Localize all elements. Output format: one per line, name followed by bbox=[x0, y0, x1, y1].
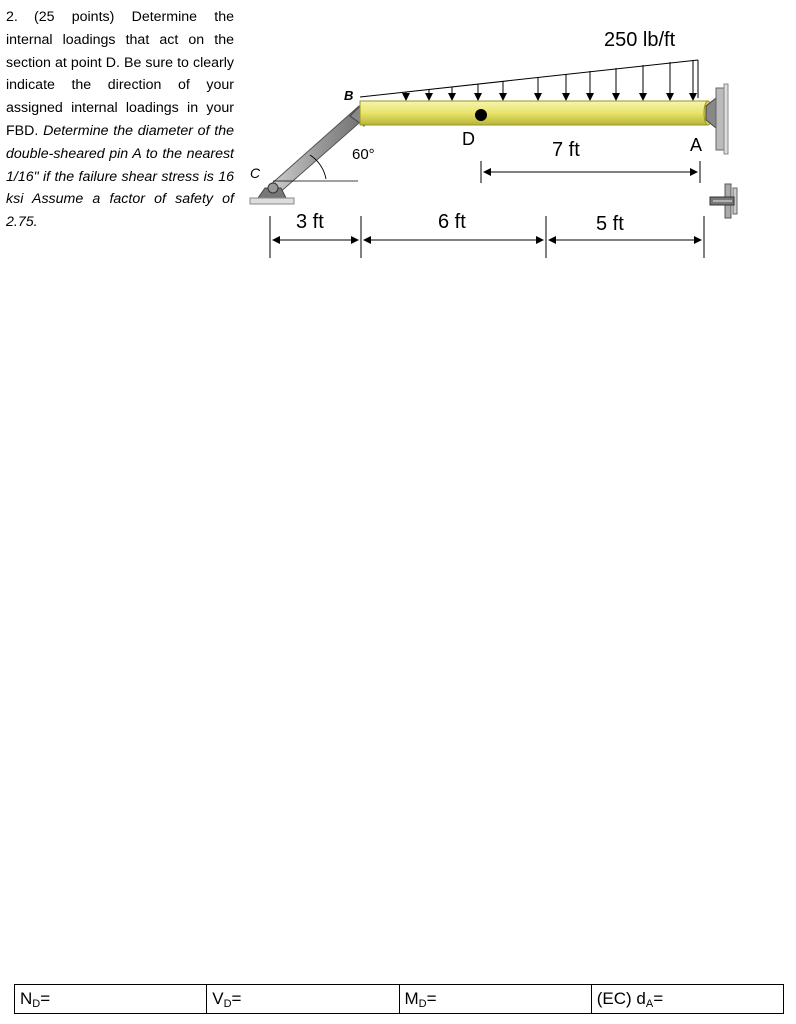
beam bbox=[360, 101, 712, 125]
answer-cell-vd[interactable] bbox=[207, 985, 399, 1013]
problem-pin-question: Determine the diameter of the double-sheared pin A to the nearest 1/16" if the failure shear stress is 16 ksi Assume a factor of safety of 2.75. bbox=[6, 122, 234, 231]
dim-5ft-label: 5 ft bbox=[596, 213, 624, 235]
da-label: (EC) d bbox=[596, 989, 646, 1008]
nd-subscript: D bbox=[32, 998, 41, 1010]
dim-3ft-label: 3 ft bbox=[296, 211, 324, 233]
answer-row bbox=[14, 984, 784, 1014]
da-equals: = bbox=[653, 989, 664, 1008]
dim-7ft-label: 7 ft bbox=[552, 139, 580, 161]
problem-points: (25 points) bbox=[34, 9, 115, 25]
problem-number: 2. bbox=[6, 9, 18, 25]
problem-statement bbox=[6, 6, 234, 234]
dimension-7ft bbox=[481, 161, 700, 183]
md-equals: = bbox=[426, 989, 437, 1008]
load-label: 250 lb/ft bbox=[604, 29, 676, 51]
answer-cell-md[interactable] bbox=[400, 985, 592, 1013]
vd-equals: = bbox=[231, 989, 242, 1008]
answer-cell-nd[interactable] bbox=[15, 985, 207, 1013]
answer-cell-da[interactable] bbox=[592, 985, 783, 1013]
vd-subscript: D bbox=[223, 998, 232, 1010]
label-a: A bbox=[690, 135, 703, 155]
point-d-marker bbox=[475, 109, 487, 121]
dim-6ft-label: 6 ft bbox=[438, 211, 466, 233]
nd-label: N bbox=[20, 989, 33, 1008]
md-label: M bbox=[404, 989, 419, 1008]
dimension-bottom bbox=[270, 216, 704, 258]
angle-label: 60° bbox=[352, 146, 375, 163]
nd-equals: = bbox=[40, 989, 51, 1008]
problem-intro bbox=[6, 6, 234, 234]
wall-support-a bbox=[706, 84, 728, 154]
beam-figure bbox=[238, 18, 758, 263]
label-b: B bbox=[344, 88, 354, 103]
distributed-load bbox=[360, 60, 698, 100]
problem-intro-text: Determine the internal loadings that act on the section at point D. Be sure to clearly indicate the direction of your assigned internal loadings in your FBD. bbox=[6, 9, 235, 139]
label-c: C bbox=[250, 165, 261, 181]
label-d: D bbox=[462, 129, 475, 149]
vd-label: V bbox=[212, 989, 224, 1008]
double-shear-pin-detail bbox=[710, 184, 737, 218]
md-subscript: D bbox=[418, 998, 427, 1010]
da-subscript: A bbox=[645, 998, 654, 1010]
